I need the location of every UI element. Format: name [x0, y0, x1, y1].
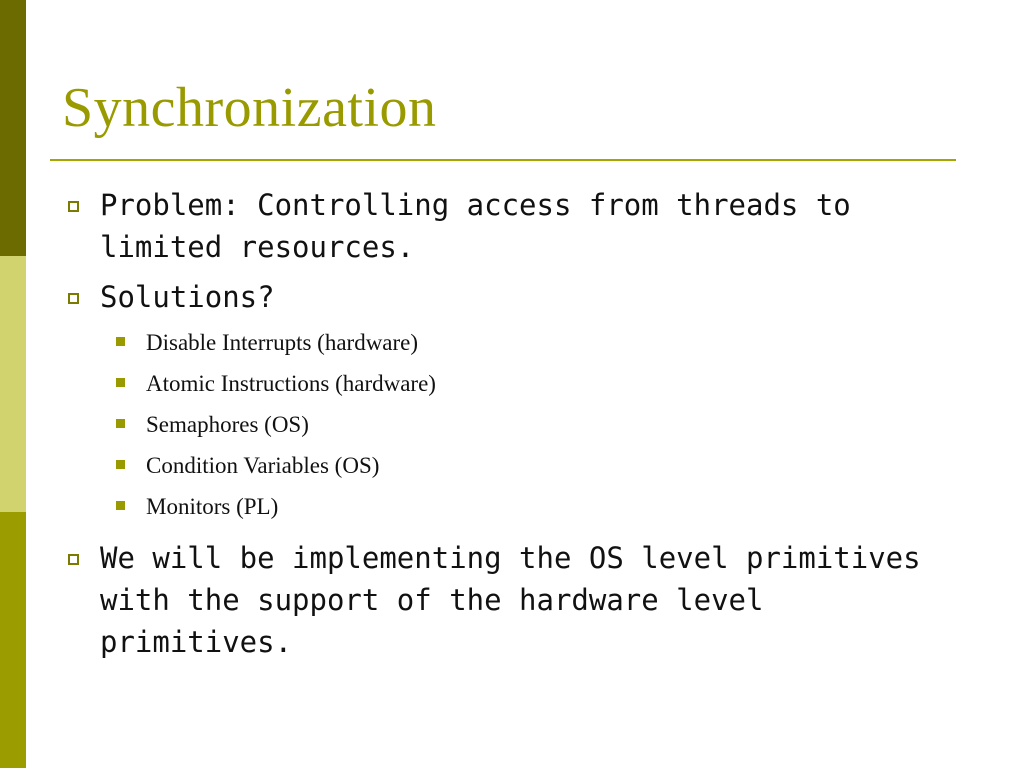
hollow-square-bullet-icon — [68, 554, 79, 565]
hollow-square-bullet-icon — [68, 293, 79, 304]
bullet-implementation — [66, 537, 966, 663]
title-underline — [50, 159, 956, 161]
side-bar-dark — [0, 0, 26, 256]
sub-bullet-text: Semaphores (OS) — [146, 412, 309, 437]
filled-square-bullet-icon — [116, 337, 125, 346]
slide-title: Synchronization — [62, 77, 437, 139]
sub-bullet-monitors — [66, 486, 966, 527]
bullet-solutions — [66, 276, 966, 318]
bullet-solutions-text: Solutions? — [100, 280, 275, 314]
side-bar-light — [0, 256, 26, 512]
filled-square-bullet-icon — [116, 419, 125, 428]
bullet-list — [66, 184, 966, 671]
sub-bullet-text: Condition Variables (OS) — [146, 453, 380, 478]
sub-bullet-semaphores — [66, 404, 966, 445]
filled-square-bullet-icon — [116, 501, 125, 510]
sub-bullet-disable-interrupts — [66, 322, 966, 363]
hollow-square-bullet-icon — [68, 201, 79, 212]
bullet-problem-text: Problem: Controlling access from threads to limited resources. — [100, 188, 851, 264]
bullet-implementation-text: We will be implementing the OS level primitives with the support of the hardware level primitives. — [100, 541, 921, 659]
sub-bullet-condition-variables — [66, 445, 966, 486]
sub-bullet-atomic-instructions — [66, 363, 966, 404]
filled-square-bullet-icon — [116, 378, 125, 387]
solutions-sublist — [66, 322, 966, 527]
bullet-problem — [66, 184, 966, 268]
sub-bullet-text: Monitors (PL) — [146, 494, 279, 519]
sub-bullet-text: Atomic Instructions (hardware) — [146, 371, 436, 396]
filled-square-bullet-icon — [116, 460, 125, 469]
side-bar-mid — [0, 512, 26, 768]
sub-bullet-text: Disable Interrupts (hardware) — [146, 330, 419, 355]
